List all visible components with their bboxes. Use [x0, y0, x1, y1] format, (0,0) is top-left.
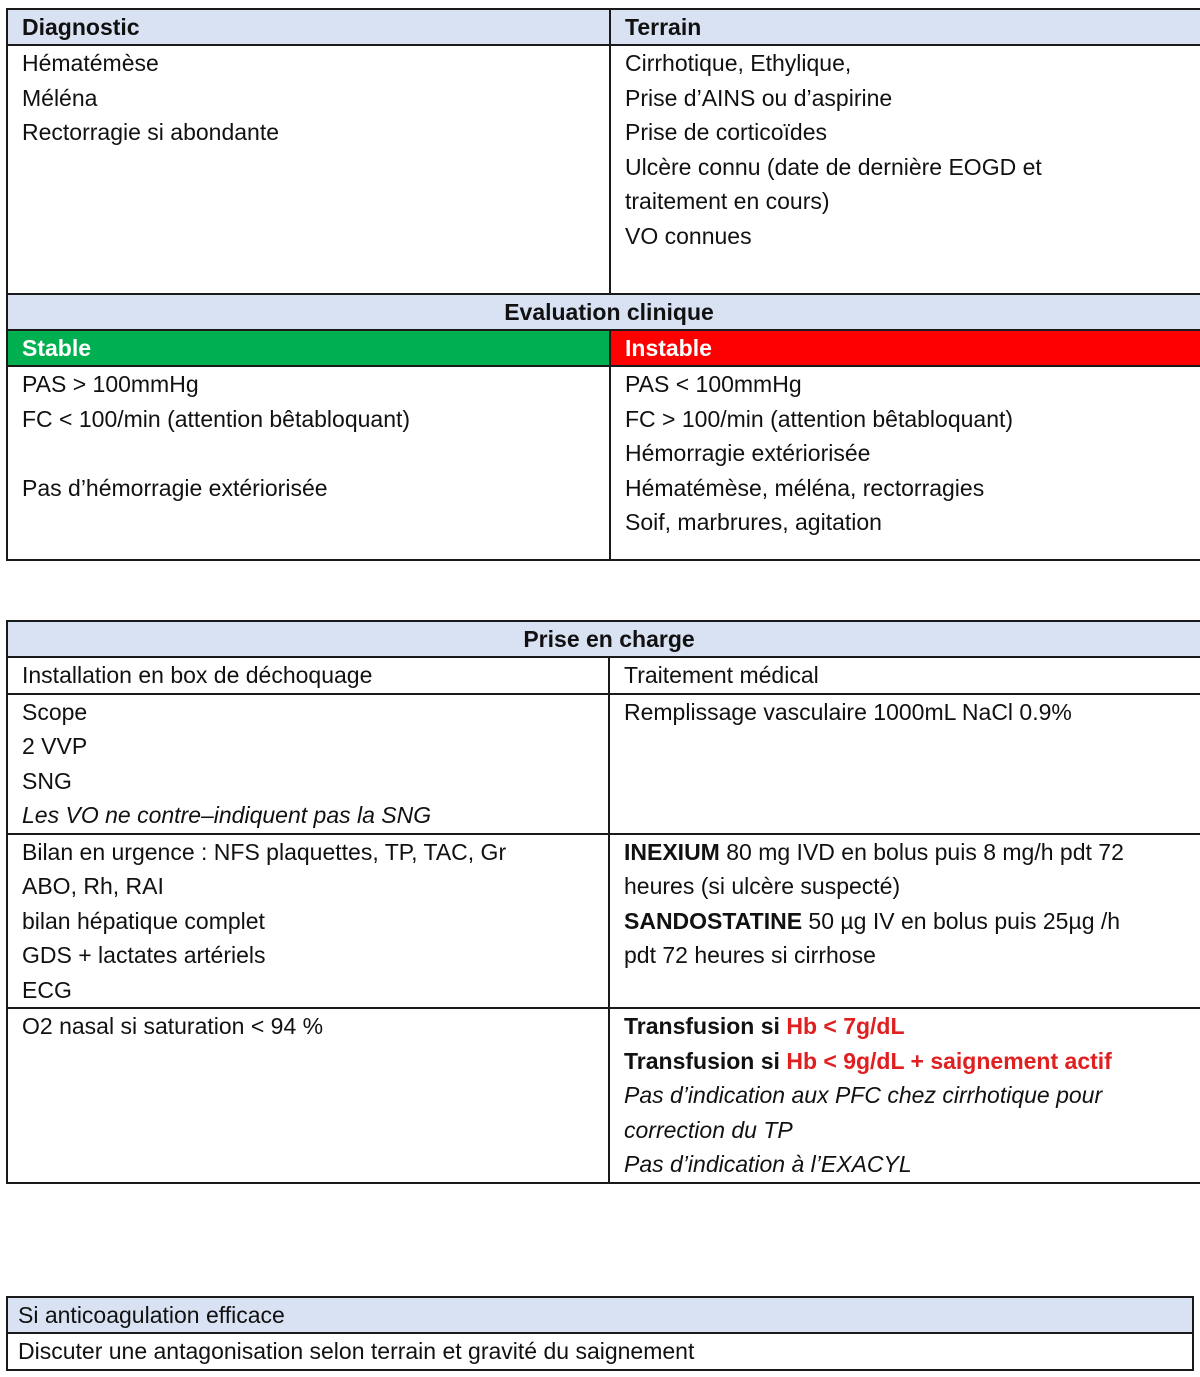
sandostatine-name: SANDOSTATINE: [624, 907, 803, 934]
bilan-line: bilan hépatique complet: [22, 907, 265, 934]
diagnostic-evaluation-table: [6, 8, 1200, 561]
diagnostic-cell: [7, 45, 610, 294]
prise-en-charge-header: Prise en charge: [7, 621, 1200, 657]
stable-label: Stable: [7, 330, 610, 366]
medication-cell: [609, 834, 1200, 1009]
stable-line-blank: [22, 436, 595, 471]
installation-title: Installation en box de déchoquage: [7, 657, 609, 694]
inexium-name: INEXIUM: [624, 838, 720, 865]
instable-line: Hémorragie extériorisée: [625, 440, 871, 466]
inexium-line: [624, 835, 1197, 870]
transfusion-cell: [609, 1008, 1200, 1183]
bilan-line: ABO, Rh, RAI: [22, 873, 164, 899]
bilan-line: GDS + lactates artériels: [22, 942, 266, 968]
diagnostic-line: Méléna: [22, 84, 98, 111]
instable-line: Hématémèse, méléna, rectorragies: [625, 474, 985, 501]
sandostatine-line-2: pdt 72 heures si cirrhose: [624, 942, 876, 968]
remplissage-cell: [609, 694, 1200, 834]
transfusion-prefix: Transfusion si: [624, 1047, 787, 1074]
inexium-line-2: heures (si ulcère suspecté): [624, 873, 901, 899]
terrain-line: Cirrhotique, Ethylique,: [625, 50, 852, 76]
transfusion-line-1: [624, 1009, 1197, 1044]
diagnostic-header: Diagnostic: [7, 9, 610, 45]
evaluation-clinique-header: Evaluation clinique: [7, 294, 1200, 330]
anticoagulation-header: Si anticoagulation efficace: [7, 1297, 1193, 1333]
transfusion-threshold-2: Hb < 9g/dL + saignement actif: [786, 1047, 1112, 1074]
bilan-cell: [7, 834, 609, 1009]
instable-line: PAS < 100mmHg: [625, 371, 802, 397]
installation-line: Scope: [22, 698, 88, 725]
sng-note: Les VO ne contre–indiquent pas la SNG: [22, 802, 432, 828]
bilan-line: Bilan en urgence : NFS plaquettes, TP, TAC, Gr: [22, 838, 507, 865]
anticoagulation-table: [6, 1296, 1194, 1371]
installation-line: SNG: [22, 767, 72, 794]
sandostatine-dose: 50 µg IV en bolus puis 25µg /h: [802, 907, 1121, 934]
pfc-note: Pas d’indication aux PFC chez cirrhotique pour: [624, 1082, 1103, 1108]
traitement-title: Traitement médical: [609, 657, 1200, 694]
instable-cell: [610, 366, 1200, 560]
instable-line: Soif, marbrures, agitation: [625, 509, 882, 535]
instable-label: Instable: [610, 330, 1200, 366]
terrain-line: Ulcère connu (date de dernière EOGD et: [625, 153, 1042, 180]
installation-cell: [7, 694, 609, 834]
terrain-line: Prise de corticoïdes: [625, 119, 827, 145]
prise-en-charge-table: [6, 620, 1200, 1184]
diagnostic-line: Hématémèse: [22, 50, 159, 76]
oxygen-cell: O2 nasal si saturation < 94 %: [7, 1008, 609, 1183]
remplissage-line: Remplissage vasculaire 1000mL NaCl 0.9%: [624, 698, 1072, 725]
terrain-line: Prise d’AINS ou d’aspirine: [625, 84, 893, 111]
terrain-header: Terrain: [610, 9, 1200, 45]
terrain-line: traitement en cours): [625, 188, 830, 214]
pfc-note-2: correction du TP: [624, 1116, 793, 1143]
stable-line: Pas d’hémorragie extériorisée: [22, 474, 328, 501]
transfusion-prefix: Transfusion si: [624, 1013, 787, 1039]
anticoagulation-text: Discuter une antagonisation selon terrain et gravité du saignement: [7, 1333, 1193, 1370]
instable-line: FC > 100/min (attention bêtabloquant): [625, 405, 1014, 432]
inexium-dose: 80 mg IVD en bolus puis 8 mg/h pdt 72: [719, 838, 1124, 865]
diagnostic-line: Rectorragie si abondante: [22, 119, 279, 145]
terrain-cell: [610, 45, 1200, 294]
bilan-line: ECG: [22, 976, 72, 1003]
stable-line: PAS > 100mmHg: [22, 371, 199, 397]
transfusion-line-2: [624, 1044, 1197, 1079]
stable-line: FC < 100/min (attention bêtabloquant): [22, 405, 411, 432]
terrain-line: VO connues: [625, 222, 752, 249]
installation-line: 2 VVP: [22, 733, 88, 759]
stable-cell: [7, 366, 610, 560]
transfusion-threshold-1: Hb < 7g/dL: [786, 1013, 905, 1039]
exacyl-note: Pas d’indication à l’EXACYL: [624, 1151, 912, 1177]
sandostatine-line: [624, 904, 1197, 939]
